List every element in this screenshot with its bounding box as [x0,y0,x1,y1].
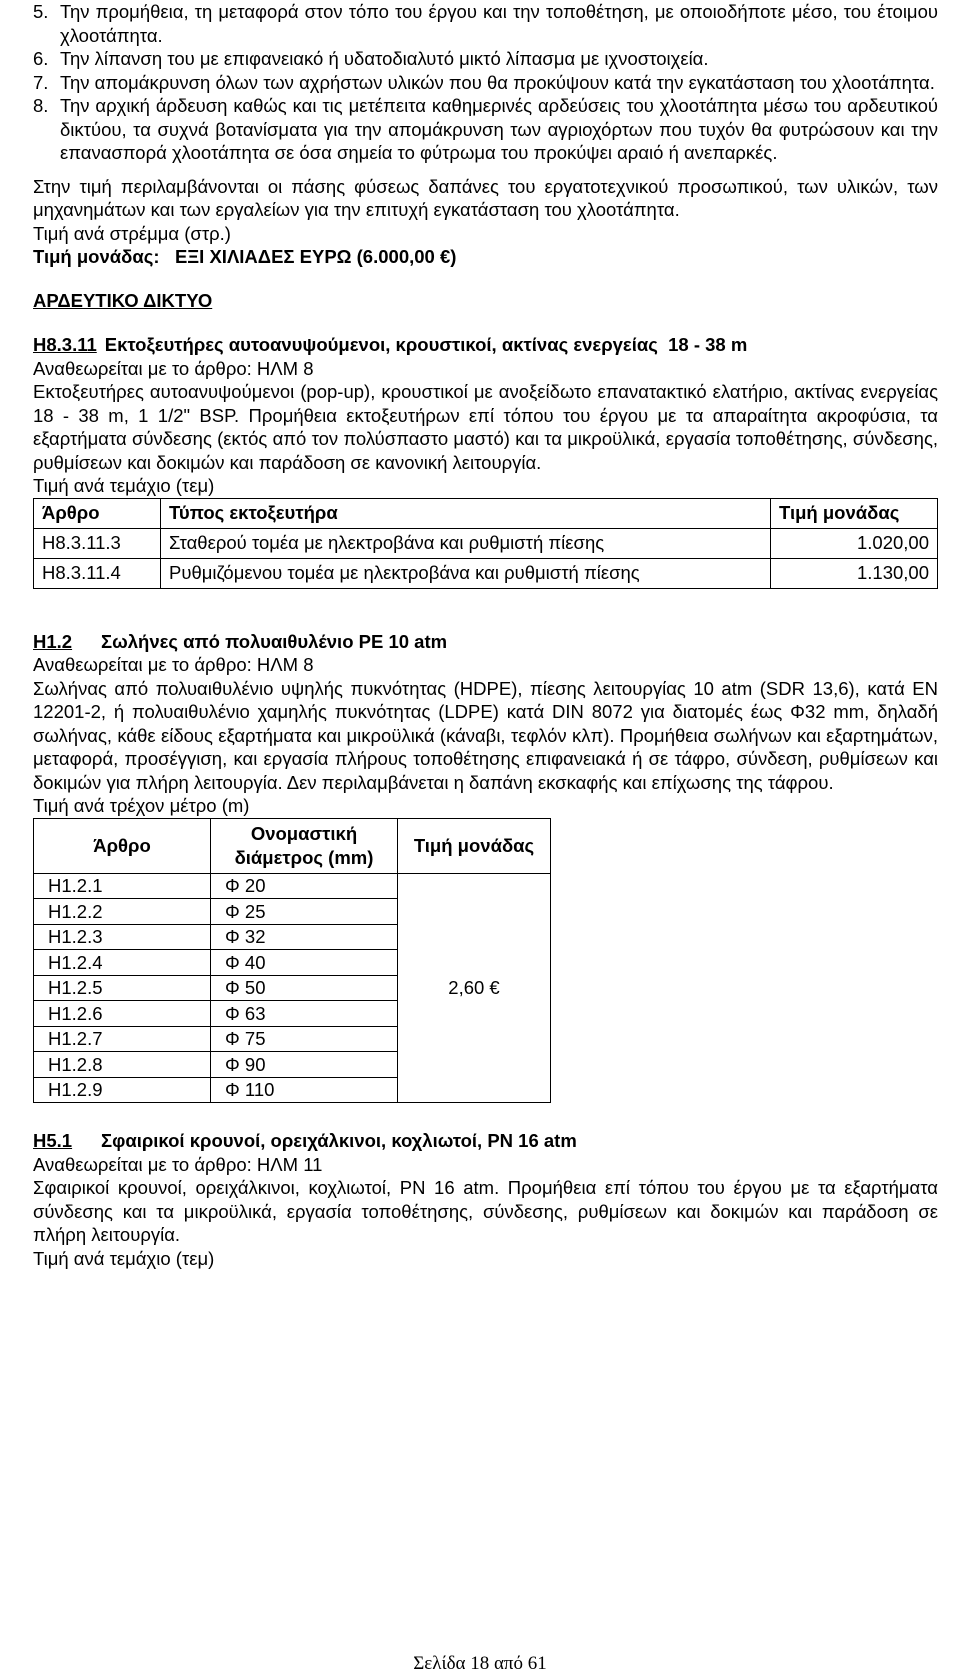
article-reference: Αναθεωρείται με το άρθρο: ΗΛΜ 8 [33,357,314,379]
list-item-text: Την λίπανση του με επιφανειακό ή υδατοδιαλυτό μικτό λίπασμα με ιχνοστοιχεία. [60,48,709,69]
list-item-text: Την αρχική άρδευση καθώς και τις μετέπειτα καθημερινές αρδεύσεις του χλοοτάπητα μέσω του αρδευτικού δικτύου, τα συχνά βοτανίσματα για την απομάκρυνση των αγριοχόρτων που τυχόν θα φυτρώσουν και την επανασπορά χλοοτάπητα σε όσα σημεία το φύτρωμα του προκύψει αραιό ή ανεπαρκές. [60,95,938,163]
column-header-price: Τιμή μονάδας [771,498,938,528]
column-header-price: Τιμή μονάδας [398,818,551,873]
cell-price-merged: 2,60 € [398,873,551,1103]
cell-article: Η1.2.2 [34,899,211,925]
cell-article: Η1.2.7 [34,1026,211,1052]
column-header-type: Τύπος εκτοξευτήρα [161,498,771,528]
list-item-number: 8. [33,95,49,116]
list-item-text: Την απομάκρυνση όλων των αχρήστων υλικών που θα προκύψουν κατά την εγκατάσταση του χλοοτάπητα. [60,71,935,93]
cell-diameter: Φ 40 [211,950,398,976]
column-header-diameter: Ονομαστική διάμετρος (mm) [211,818,398,873]
sprinkler-price-table [33,498,938,589]
cell-diameter: Φ 90 [211,1052,398,1078]
list-item-number: 5. [33,1,49,22]
cell-diameter: Φ 32 [211,924,398,950]
numbered-list [33,0,938,165]
page-content [33,0,938,1270]
cell-diameter: Φ 50 [211,975,398,1001]
section-title: ΑΡΔΕΥΤΙΚΟ ΔΙΚΤΥΟ [33,289,213,311]
cell-article: Η1.2.3 [34,924,211,950]
cell-price: 1.130,00 [771,558,938,588]
cell-article: Η1.2.4 [34,950,211,976]
list-item [33,0,938,47]
article-heading-h8 [33,333,938,357]
article-reference: Αναθεωρείται με το άρθρο: ΗΛΜ 11 [33,1153,323,1175]
cell-diameter: Φ 110 [211,1077,398,1103]
article-unit: Τιμή ανά τεμάχιο (τεμ) [33,475,215,496]
cell-diameter: Φ 75 [211,1026,398,1052]
article-reference: Αναθεωρείται με το άρθρο: ΗΛΜ 8 [33,654,314,675]
cell-type: Ρυθμιζόμενου τομέα με ηλεκτροβάνα και ρυθμιστή πίεσης [161,558,771,588]
article-code: Η5.1 [33,1130,73,1151]
turf-price-paragraph: Στην τιμή περιλαμβάνονται οι πάσης φύσεως δαπάνες του εργατοτεχνικού προσωπικού, των υλικών, των μηχανημάτων και των εργαλείων για την επιτυχή εγκατάσταση του χλοοτάπητα. [33,175,938,220]
cell-article: Η1.2.6 [34,1001,211,1027]
list-item [33,94,938,165]
cell-price: 1.020,00 [771,528,938,558]
list-item-number: 6. [33,48,49,69]
page-footer: Σελίδα 18 από 61 [413,1653,547,1674]
article-title: Σωλήνες από πολυαιθυλένιο PE 10 atm [101,630,448,652]
cell-diameter: Φ 25 [211,899,398,925]
list-item-number: 7. [33,71,49,93]
table-header-row [34,498,938,528]
cell-article: Η1.2.9 [34,1077,211,1103]
table-row [34,558,938,588]
list-item [33,47,938,71]
table-header-row [34,818,551,873]
article-heading-h5 [33,1129,938,1153]
cell-diameter: Φ 20 [211,873,398,899]
turf-unit-price: Τιμή μονάδας: ΕΞΙ ΧΙΛΙΑΔΕΣ ΕΥΡΩ (6.000,00 €) [33,246,457,267]
pipe-price-table [33,818,551,1104]
cell-diameter: Φ 63 [211,1001,398,1027]
article-title: Σφαιρικοί κρουνοί, ορειχάλκινοι, κοχλιωτοί, PN 16 atm [101,1130,577,1151]
article-code: Η8.3.11 [33,334,97,355]
article-description: Σωλήνας από πολυαιθυλένιο υψηλής πυκνότητας (HDPE), πίεσης λειτουργίας 10 atm (SDR 13,6), κατά ΕΝ 12201-2, ή πολυαιθυλένιο χαμηλής πυκνότητας (LDPE) κατά DIN 8072 για διατομές έως Φ32 mm, δηλαδή σωλήνας, κάθε είδους εξαρτήματα και μικροϋλικά (κάναβι, τεφλόν κλπ). Προμήθεια σωλήνων και εξαρτημάτων, μεταφορά, προσέγγιση, και εργασία πλήρους τοποθέτησης επιφανειακά ή σε τάφρο, σύνδεση, ρυθμίσεων και δοκιμών για πλήρη λειτουργία. Δεν περιλαμβάνεται η δαπάνη εκσκαφής και επίχωσης της τάφρου. [33,677,938,793]
table-row [34,528,938,558]
column-header-article: Άρθρο [34,498,161,528]
cell-article: Η1.2.1 [34,873,211,899]
article-heading-h1 [33,630,938,654]
cell-article: Η8.3.11.4 [34,558,161,588]
turf-unit: Τιμή ανά στρέμμα (στρ.) [33,222,231,244]
cell-type: Σταθερού τομέα με ηλεκτροβάνα και ρυθμιστή πίεσης [161,528,771,558]
article-description: Σφαιρικοί κρουνοί, ορειχάλκινοι, κοχλιωτοί, PN 16 atm. Προμήθεια επί τόπου του έργου με τα εξαρτήματα σύνδεσης και τα μικροϋλικά, εργασία τοποθέτησης, σύνδεσης, ρυθμίσεων και δοκιμών και παράδοση σε πλήρη λειτουργία. [33,1177,938,1245]
table-row [34,873,551,899]
cell-article: Η8.3.11.3 [34,528,161,558]
list-item-text: Την προμήθεια, τη μεταφορά στον τόπο του έργου και την τοποθέτηση, με οποιοδήποτε μέσο, του έτοιμου χλοοτάπητα. [60,1,938,46]
article-code: Η1.2 [33,630,73,652]
article-unit: Τιμή ανά τρέχον μέτρο (m) [33,795,250,816]
cell-article: Η1.2.5 [34,975,211,1001]
column-header-article: Άρθρο [34,818,211,873]
article-unit: Τιμή ανά τεμάχιο (τεμ) [33,1247,215,1269]
list-item [33,71,938,95]
article-description: Εκτοξευτήρες αυτοανυψούμενοι (pop-up), κρουστικοί με ανοξείδωτο επανατακτικό ελατήριο, ακτίνας ενεργείας 18 - 38 m, 1 1/2" BSP. Προμήθεια εκτοξευτήρων επί τόπου του έργου με τα απαραίτητα ακροφύσια, τα εξαρτήματα σύνδεσης (εκτός από τον πολύσπαστο μαστό) και τα μικροϋλικά, εργασία τοποθέτησης, σύνδεσης, ρυθμίσεων και δοκιμών και παράδοση σε κανονική λειτουργία. [33,381,938,473]
article-title: Εκτοξευτήρες αυτοανυψούμενοι, κρουστικοί, ακτίνας ενεργείας 18 - 38 m [104,334,748,355]
cell-article: Η1.2.8 [34,1052,211,1078]
